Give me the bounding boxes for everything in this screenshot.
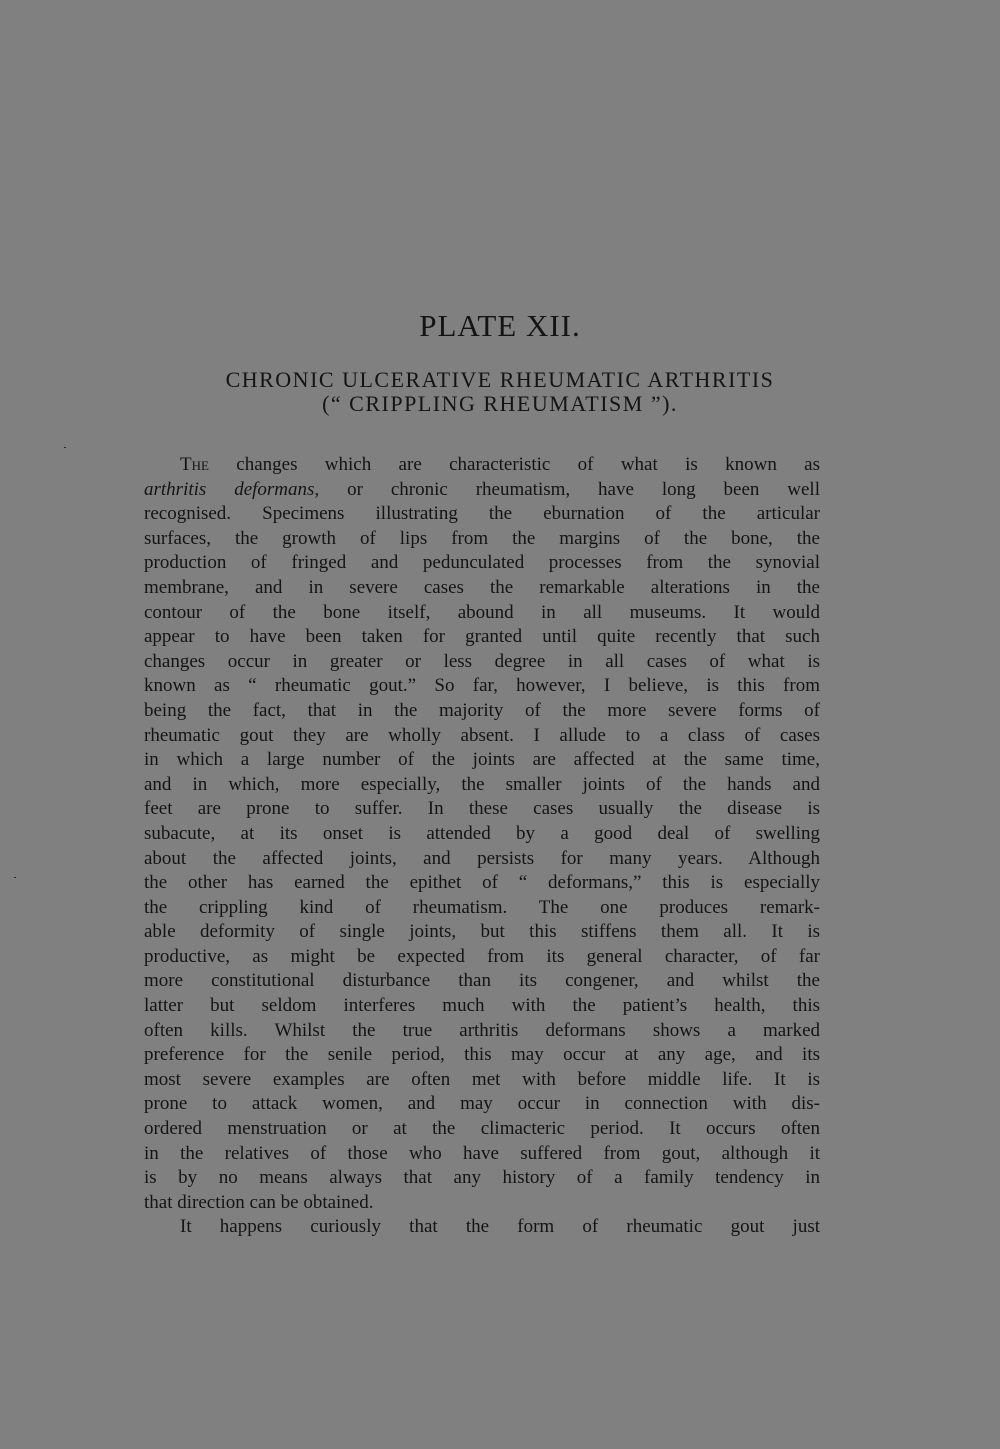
text-line: membrane, and in severe cases the remarkable alterations in the <box>144 576 820 598</box>
text-fragment: changes which are characteristic of what is known as <box>208 454 820 475</box>
text-line: that direction can be obtained. <box>144 1191 374 1213</box>
text-line: productive, as might be expected from its general character, of far <box>144 945 820 967</box>
text-line: in which a large number of the joints are affected at the same time, <box>144 749 820 771</box>
italic-term: arthritis deformans, <box>144 478 320 500</box>
plate-title: PLATE XII. <box>419 308 581 343</box>
text-line <box>144 478 820 503</box>
text-line: known as “ rheumatic gout.” So far, however, I believe, is this from <box>144 675 820 697</box>
scan-speck <box>14 877 16 878</box>
text-line: more constitutional disturbance than its congener, and whilst the <box>144 970 820 992</box>
text-line: most severe examples are often met with before middle life. It is <box>144 1068 820 1090</box>
text-line: and in which, more especially, the smaller joints of the hands and <box>144 773 820 795</box>
text-line: latter but seldom interferes much with the patient’s health, this <box>144 995 820 1017</box>
text-line: preference for the senile period, this may occur at any age, and its <box>144 1044 820 1066</box>
scan-speck <box>64 447 66 448</box>
text-line: surfaces, the growth of lips from the margins of the bone, the <box>144 527 820 549</box>
text-line: about the affected joints, and persists for many years. Although <box>144 847 820 869</box>
drop-word: The <box>180 454 209 475</box>
text-line: is by no means always that any history of a family tendency in <box>144 1167 820 1189</box>
text-line: prone to attack women, and may occur in connection with dis- <box>144 1093 820 1115</box>
text-line: recognised. Specimens illustrating the eburnation of the articular <box>144 503 820 525</box>
chapter-heading <box>0 368 1000 416</box>
heading-line-2: (“ CRIPPLING RHEUMATISM ”). <box>322 391 678 416</box>
text-line: It happens curiously that the form of rheumatic gout just <box>180 1216 820 1238</box>
text-line: feet are prone to suffer. In these cases usually the disease is <box>144 798 820 820</box>
text-line: being the fact, that in the majority of the more severe forms of <box>144 699 820 721</box>
text-line: appear to have been taken for granted until quite recently that such <box>144 626 820 648</box>
body-text <box>144 453 820 1240</box>
text-fragment: or chronic rheumatism, have long been well <box>319 478 820 500</box>
text-line: production of fringed and pedunculated processes from the synovial <box>144 552 820 574</box>
text-line: changes occur in greater or less degree in all cases of what is <box>144 650 820 672</box>
text-line: in the relatives of those who have suffered from gout, although it <box>144 1142 820 1164</box>
text-line: often kills. Whilst the true arthritis deformans shows a marked <box>144 1019 820 1041</box>
text-line: the crippling kind of rheumatism. The one produces remark- <box>144 896 820 918</box>
text-line: ordered menstruation or at the climacteric period. It occurs often <box>144 1118 820 1140</box>
text-line: contour of the bone itself, abound in all museums. It would <box>144 601 820 623</box>
text-line: rheumatic gout they are wholly absent. I allude to a class of cases <box>144 724 820 746</box>
text-line: subacute, at its onset is attended by a good deal of swelling <box>144 822 820 844</box>
text-line <box>144 453 820 478</box>
text-line: the other has earned the epithet of “ deformans,” this is especially <box>144 872 820 894</box>
heading-line-1: CHRONIC ULCERATIVE RHEUMATIC ARTHRITIS <box>225 367 775 392</box>
text-line: able deformity of single joints, but this stiffens them all. It is <box>144 921 820 943</box>
